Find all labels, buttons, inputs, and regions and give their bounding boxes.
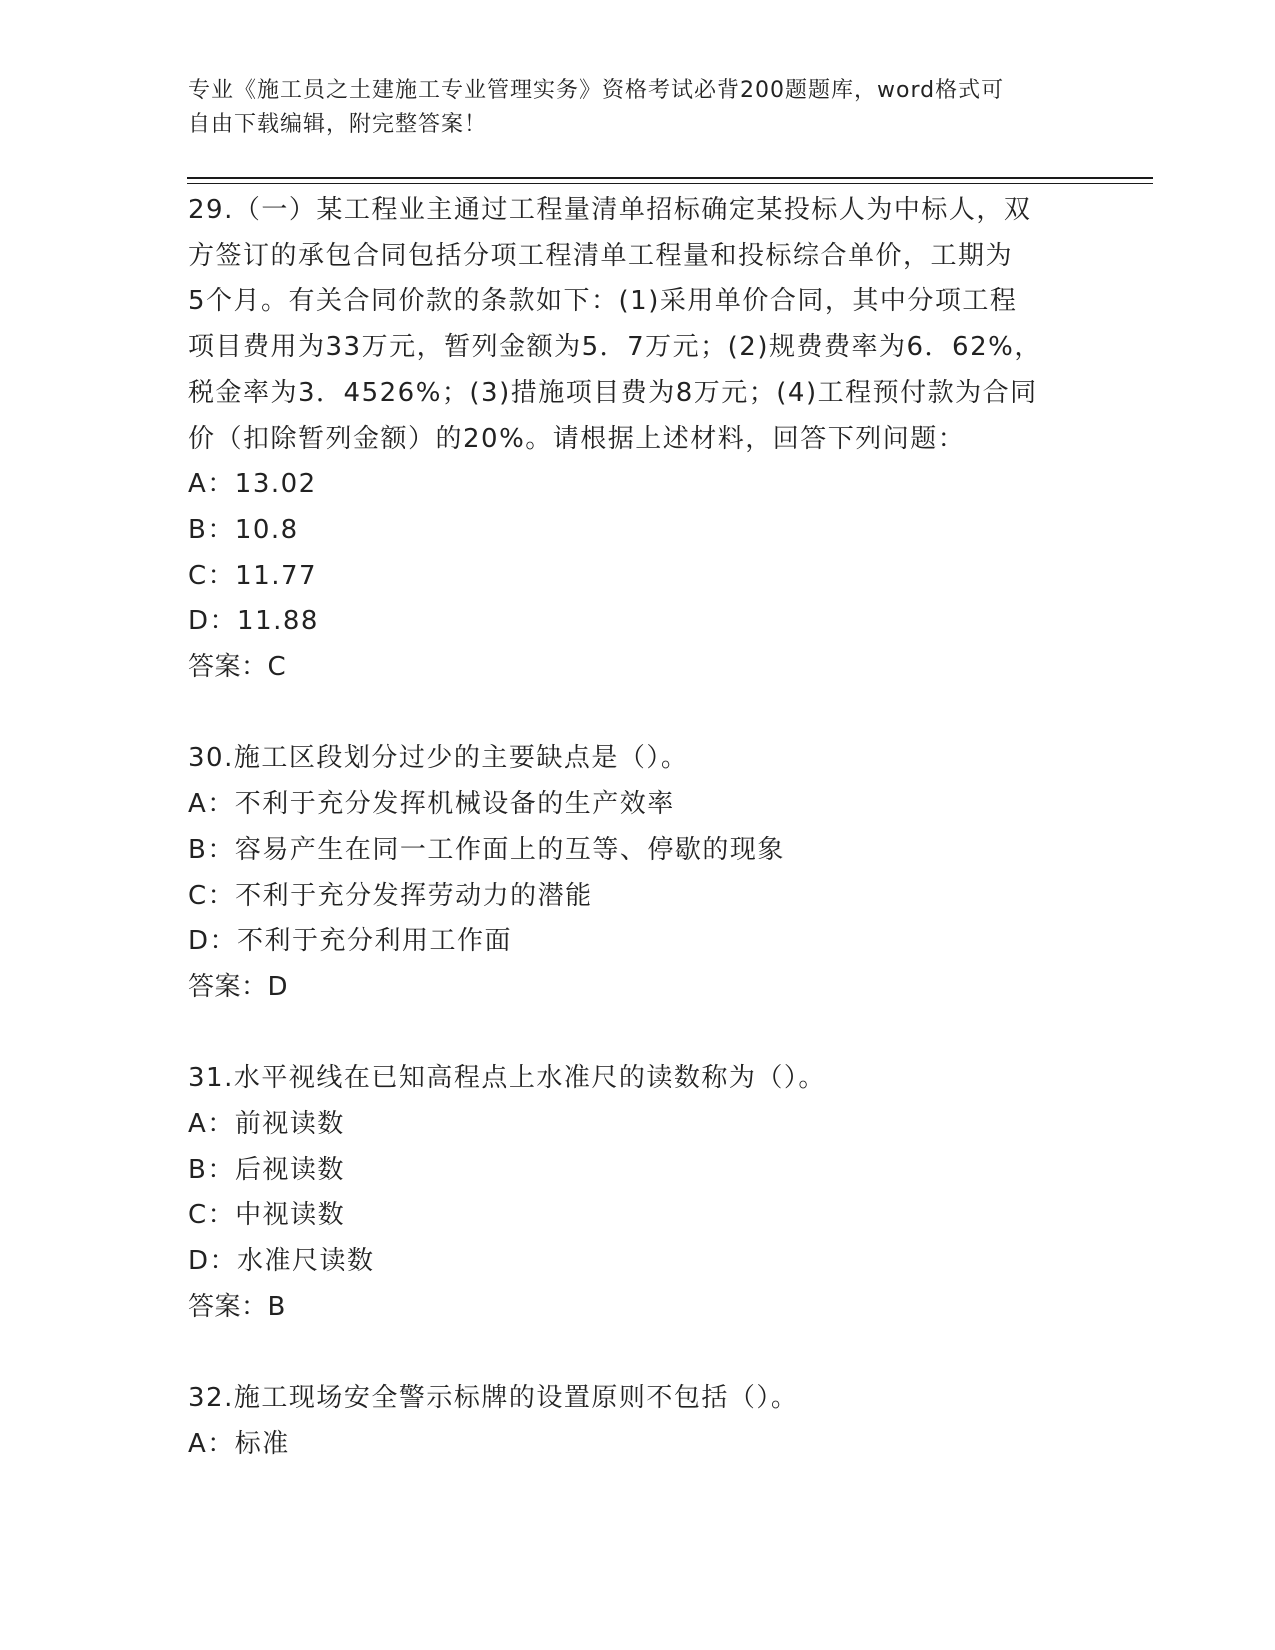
question-list — [188, 188, 1088, 1468]
option-c: C：11.77 — [188, 560, 318, 591]
answer-line: 答案：C — [188, 652, 287, 683]
document-header — [188, 74, 1068, 142]
question-stem-line: 31.水平视线在已知高程点上水准尺的读数称为（）。 — [188, 1063, 826, 1094]
question-30 — [188, 736, 1088, 1010]
question-31 — [188, 1056, 1088, 1330]
option-a: A：不利于充分发挥机械设备的生产效率 — [188, 789, 675, 820]
option-d: D：11.88 — [188, 606, 319, 637]
option-a: A：标准 — [188, 1428, 290, 1459]
option-b: B：容易产生在同一工作面上的互等、停歇的现象 — [188, 834, 785, 865]
question-stem-line: 32.施工现场安全警示标牌的设置原则不包括（）。 — [188, 1383, 799, 1414]
option-c: C：中视读数 — [188, 1200, 346, 1231]
option-a: A：13.02 — [188, 469, 317, 500]
option-b: B：后视读数 — [188, 1154, 345, 1185]
question-stem-line: 价（扣除暂列金额）的20%。请根据上述材料，回答下列问题： — [188, 423, 966, 454]
question-spacer — [188, 1011, 1088, 1057]
question-spacer — [188, 691, 1088, 737]
question-stem-line: 5个月。有关合同价款的条款如下：(1)采用单价合同，其中分项工程 — [188, 286, 1018, 317]
question-stem-line: 项目费用为33万元，暂列金额为5．7万元；(2)规费费率为6．62%， — [188, 332, 1042, 363]
question-stem-line: 方签订的承包合同包括分项工程清单工程量和投标综合单价，工期为 — [188, 240, 1014, 271]
header-line-1: 专业《施工员之土建施工专业管理实务》资格考试必背200题题库，word格式可 — [188, 78, 1005, 103]
option-d: D：水准尺读数 — [188, 1246, 375, 1277]
option-d: D：不利于充分利用工作面 — [188, 926, 513, 957]
answer-line: 答案：D — [188, 971, 289, 1002]
question-spacer — [188, 1331, 1088, 1377]
question-stem-line: 29.（一）某工程业主通过工程量清单招标确定某投标人为中标人，双 — [188, 195, 1032, 225]
option-b: B：10.8 — [188, 514, 299, 545]
answer-line: 答案：B — [188, 1291, 286, 1322]
header-rule-thick — [187, 177, 1153, 179]
header-rule-thin — [187, 183, 1153, 184]
header-line-2: 自由下载编辑，附完整答案！ — [188, 112, 488, 137]
option-a: A：前视读数 — [188, 1109, 345, 1140]
option-c: C：不利于充分发挥劳动力的潜能 — [188, 880, 593, 911]
question-32 — [188, 1376, 1088, 1467]
question-stem-line: 税金率为3．4526%；(3)措施项目费为8万元；(4)工程预付款为合同 — [188, 377, 1038, 408]
question-29 — [188, 188, 1088, 691]
question-stem-line: 30.施工区段划分过少的主要缺点是（）。 — [188, 743, 689, 774]
